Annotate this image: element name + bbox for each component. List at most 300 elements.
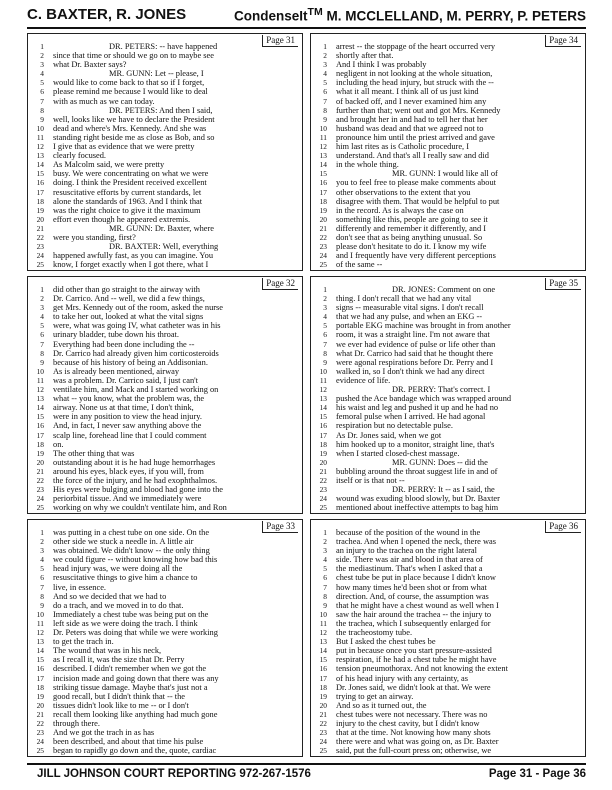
line-text: we could figure -- without knowing how bad this — [53, 555, 218, 565]
line-number: 5 — [40, 321, 44, 331]
transcript-line — [28, 367, 302, 376]
line-text: thing. I don't recall that we had any vital — [336, 294, 472, 304]
transcript-line — [28, 97, 302, 106]
line-number: 10 — [319, 609, 327, 619]
line-number: 23 — [36, 485, 44, 495]
line-text: chest tubes were not necessary. There was no — [336, 709, 488, 719]
line-text: that at the time. Not knowing how many shots — [336, 728, 491, 738]
line-number: 17 — [36, 187, 44, 197]
transcript-line — [311, 215, 585, 224]
transcript-line — [311, 412, 585, 421]
transcript-page-panel — [27, 276, 303, 514]
line-number: 7 — [40, 96, 44, 106]
transcript-line — [28, 169, 302, 178]
transcript-line — [311, 224, 585, 233]
line-number: 21 — [36, 466, 44, 476]
line-text: began to rapidly go down and the, quote, cardiac — [53, 746, 217, 756]
line-text: ventilate him, and Mack and I started working on — [53, 385, 219, 395]
page-number-label: Page 31 — [262, 35, 298, 47]
line-number: 13 — [36, 151, 44, 161]
line-text: airway. None us at that time, I don't think, — [53, 403, 194, 413]
line-text: live, in essence. — [53, 582, 107, 592]
line-text: bubbling around the throat suggest life in and of — [336, 466, 498, 476]
line-text: walked in, so I don't think we had any direct — [336, 366, 485, 376]
transcript-line — [28, 449, 302, 458]
line-text: was a problem. Dr. Carrico said, I just can't — [53, 375, 199, 385]
line-text: the tracheostomy tube. — [336, 628, 413, 638]
line-number: 20 — [36, 457, 44, 467]
line-text: scalp line, forehead line that I could comment — [53, 430, 207, 440]
line-number: 12 — [319, 142, 327, 152]
line-number: 2 — [323, 294, 327, 304]
line-number: 12 — [36, 628, 44, 638]
transcript-line — [311, 69, 585, 78]
line-text: happened awfully fast, as you can imagine. You — [53, 251, 214, 261]
transcript-line — [311, 376, 585, 385]
header-condenseit: CondenseIt — [234, 8, 308, 24]
line-number: 1 — [40, 528, 44, 537]
transcript-line — [28, 321, 302, 330]
transcript-line — [28, 737, 302, 746]
line-number: 17 — [319, 673, 327, 683]
line-number: 22 — [36, 718, 44, 728]
line-number: 14 — [319, 160, 327, 170]
transcript-line — [311, 403, 585, 412]
line-text: said, put the full-court press on; otherwise, we — [336, 746, 492, 756]
line-number: 12 — [319, 385, 327, 395]
line-text: in the record. As is always the case on — [336, 205, 464, 215]
transcript-line — [28, 421, 302, 430]
line-text: DR. JONES: Comment on one — [392, 285, 496, 294]
line-number: 3 — [323, 303, 327, 313]
transcript-line — [311, 321, 585, 330]
line-number: 2 — [40, 294, 44, 304]
line-number: 5 — [323, 321, 327, 331]
line-text: saw the hair around the trachea -- the injury to — [336, 609, 492, 619]
line-text: the trachea, which I subsequently enlarged for — [336, 618, 491, 628]
line-number: 4 — [40, 69, 44, 79]
transcript-line — [311, 169, 585, 178]
line-number: 14 — [319, 646, 327, 656]
line-number: 21 — [36, 709, 44, 719]
line-text: please remind me because I would like to deal — [53, 87, 208, 97]
line-text: His eyes were bulging and blood had gone into the — [53, 485, 224, 495]
page-footer — [27, 768, 586, 784]
line-text: Immediately a chest tube was being put on the — [53, 609, 209, 619]
line-text: itself or is that not -- — [336, 475, 405, 485]
transcript-line — [311, 115, 585, 124]
line-number: 18 — [36, 439, 44, 449]
line-number: 12 — [36, 385, 44, 395]
transcript-line — [28, 285, 302, 294]
page-number-label: Page 34 — [545, 35, 581, 47]
line-number: 21 — [319, 709, 327, 719]
transcript-line — [311, 233, 585, 242]
transcript-line — [311, 573, 585, 582]
line-text: as I recall it, was the size that Dr. Perry — [53, 655, 185, 665]
transcript-line — [311, 728, 585, 737]
line-number: 5 — [323, 564, 327, 574]
line-text: urinary bladder, tube down his throat. — [53, 330, 179, 340]
line-number: 22 — [319, 718, 327, 728]
line-text: do a trach, and we moved in to do that. — [53, 600, 184, 610]
line-number: 19 — [319, 691, 327, 701]
transcript-line — [311, 646, 585, 655]
page-number-label: Page 36 — [545, 521, 581, 533]
transcript-line — [28, 385, 302, 394]
transcript-line — [28, 601, 302, 610]
line-number: 23 — [319, 728, 327, 738]
line-number: 25 — [319, 746, 327, 756]
line-text: trachea. And when I opened the neck, there was — [336, 537, 496, 547]
transcript-line — [311, 655, 585, 664]
line-number: 16 — [319, 421, 327, 431]
line-number: 6 — [40, 87, 44, 97]
transcript-line — [28, 564, 302, 573]
line-number: 15 — [36, 412, 44, 422]
transcript-line — [311, 546, 585, 555]
line-text: further than that; went out and got Mrs. Kennedy — [336, 105, 501, 115]
transcript-line — [28, 188, 302, 197]
line-text: was obtained. We didn't know -- the only thing — [53, 546, 210, 556]
line-text: And we got the trach in as has — [53, 728, 155, 738]
line-number: 18 — [319, 196, 327, 206]
line-number: 6 — [323, 330, 327, 340]
line-text: incision made and going down that there was any — [53, 673, 219, 683]
transcript-line — [28, 78, 302, 87]
line-text: to get the trach in. — [53, 637, 114, 647]
transcript-line — [28, 151, 302, 160]
line-number: 7 — [40, 582, 44, 592]
line-number: 5 — [40, 78, 44, 88]
transcript-line — [28, 710, 302, 719]
line-text: because of the position of the wound in the — [336, 528, 481, 537]
transcript-line — [28, 312, 302, 321]
line-text: good recall, but I didn't think that -- the — [53, 691, 185, 701]
line-text: were in any position to view the head injury. — [53, 412, 203, 422]
line-text: And I think I was probably — [336, 60, 427, 70]
transcript-page-panel — [310, 519, 586, 757]
transcript-line — [311, 601, 585, 610]
transcript-line — [311, 206, 585, 215]
line-text: what Dr. Carrico had said that he thought there — [336, 348, 493, 358]
line-number: 19 — [319, 205, 327, 215]
transcript-line — [28, 528, 302, 537]
line-text: doing. I think the President received excellent — [53, 178, 207, 188]
transcript-line — [28, 251, 302, 260]
line-number: 9 — [323, 114, 327, 124]
page-number-label: Page 32 — [262, 278, 298, 290]
line-text: portable EKG machine was brought in from another — [336, 321, 511, 331]
line-text: DR. PERRY: It -- as I said, the — [392, 485, 495, 495]
line-number: 8 — [323, 105, 327, 115]
transcript-line — [311, 78, 585, 87]
transcript-line — [311, 133, 585, 142]
line-number: 25 — [36, 260, 44, 270]
line-text: negligent in not looking at the whole situation, — [336, 69, 493, 79]
line-number: 20 — [319, 214, 327, 224]
transcript-line — [28, 583, 302, 592]
line-number: 1 — [40, 42, 44, 51]
line-number: 9 — [40, 114, 44, 124]
line-number: 18 — [36, 196, 44, 206]
line-number: 14 — [36, 646, 44, 656]
line-number: 4 — [323, 555, 327, 565]
line-number: 22 — [319, 475, 327, 485]
line-number: 22 — [36, 475, 44, 485]
line-number: 1 — [323, 528, 327, 537]
transcript-line — [28, 69, 302, 78]
line-number: 6 — [40, 330, 44, 340]
transcript-page-panel — [310, 276, 586, 514]
line-number: 22 — [36, 232, 44, 242]
transcript-line — [28, 330, 302, 339]
line-text: MR. GUNN: Does -- did the — [392, 457, 488, 467]
line-text: chest tube be put in place because I didn't know — [336, 573, 496, 583]
footer-reporter: JILL JOHNSON COURT REPORTING 972-267-1576 — [37, 768, 311, 780]
transcript-line — [28, 51, 302, 60]
line-text: trying to get an airway. — [336, 691, 414, 701]
line-text: when I started closed-chest massage. — [336, 448, 460, 458]
transcript-line — [28, 242, 302, 251]
line-text: differently and remember it differently, and I — [336, 223, 487, 233]
transcript-line — [311, 592, 585, 601]
line-number: 10 — [319, 123, 327, 133]
transcript-line — [311, 710, 585, 719]
footer-rule — [27, 763, 586, 765]
line-text: As is already been mentioned, airway — [53, 366, 180, 376]
transcript-line — [28, 476, 302, 485]
line-text: you to feel free to please make comments about — [336, 178, 496, 188]
transcript-line — [311, 610, 585, 619]
transcript-line — [311, 197, 585, 206]
line-text: how many times he'd been shot or from what — [336, 582, 487, 592]
transcript-line — [311, 51, 585, 60]
line-text: there were and what was going on, as Dr. Baxter — [336, 737, 499, 747]
transcript-line — [28, 178, 302, 187]
transcript-line — [311, 737, 585, 746]
line-text: was the right choice to give it the maximum — [53, 205, 201, 215]
line-number: 20 — [319, 700, 327, 710]
transcript-line — [311, 583, 585, 592]
line-text: DR. PERRY: That's correct. I — [392, 385, 491, 395]
line-text: the force of the injury, and he had exophthalmos. — [53, 475, 218, 485]
transcript-line — [28, 692, 302, 701]
line-text: working on why we couldn't ventilate him, and Ron — [53, 503, 227, 513]
page-number-label: Page 33 — [262, 521, 298, 533]
line-number: 2 — [323, 51, 327, 61]
transcript-line — [311, 285, 585, 294]
line-text: MR. GUNN: Let -- please, I — [109, 69, 204, 79]
transcript-line — [28, 494, 302, 503]
transcript-line — [28, 440, 302, 449]
transcript-line — [311, 449, 585, 458]
transcript-line — [28, 106, 302, 115]
line-number: 4 — [323, 312, 327, 322]
line-number: 6 — [323, 87, 327, 97]
line-number: 23 — [36, 242, 44, 252]
line-text: MR. GUNN: Dr. Baxter, where — [109, 223, 215, 233]
line-number: 4 — [40, 312, 44, 322]
line-text: Dr. Jones said, we didn't look at that. We were — [336, 682, 491, 692]
transcript-line — [311, 303, 585, 312]
line-text: his waist and leg and pushed it up and he had no — [336, 403, 499, 413]
transcript-line — [28, 142, 302, 151]
transcript-line — [311, 467, 585, 476]
line-text: in the whole thing. — [336, 160, 399, 170]
line-number: 7 — [323, 96, 327, 106]
line-number: 15 — [319, 412, 327, 422]
transcript-line — [28, 610, 302, 619]
line-text: and brought her in and had to tell her that her — [336, 114, 488, 124]
line-number: 11 — [319, 618, 327, 628]
line-number: 6 — [323, 573, 327, 583]
line-text: Dr. Carrico. And -- well, we did a few things, — [53, 294, 205, 304]
line-number: 17 — [319, 430, 327, 440]
line-number: 13 — [319, 637, 327, 647]
line-text: And, in fact, I never saw anything above the — [53, 421, 202, 431]
line-text: that he might have a chest wound as well when I — [336, 600, 499, 610]
line-number: 8 — [40, 348, 44, 358]
transcript-line — [28, 573, 302, 582]
line-number: 24 — [319, 494, 327, 504]
line-number: 3 — [40, 60, 44, 70]
line-number: 3 — [323, 60, 327, 70]
footer-page-range: Page 31 - Page 36 — [488, 768, 586, 780]
transcript-page-panel — [310, 33, 586, 271]
line-number: 1 — [323, 285, 327, 294]
transcript-line — [311, 242, 585, 251]
line-text: respiration but no detectable pulse. — [336, 421, 453, 431]
line-number: 10 — [319, 366, 327, 376]
line-number: 3 — [40, 303, 44, 313]
transcript-line — [28, 458, 302, 467]
line-number: 17 — [36, 430, 44, 440]
line-number: 4 — [323, 69, 327, 79]
transcript-page-panel — [27, 33, 303, 271]
transcript-line — [311, 494, 585, 503]
line-text: direction. And, of course, the assumption was — [336, 591, 489, 601]
line-number: 25 — [319, 260, 327, 270]
line-number: 14 — [36, 160, 44, 170]
transcript-line — [28, 467, 302, 476]
line-text: other side we stuck a needle in. A little air — [53, 537, 194, 547]
transcript-line — [311, 367, 585, 376]
transcript-page-panel — [27, 519, 303, 757]
line-text: I give that as evidence that we were pretty — [53, 142, 195, 152]
transcript-line — [28, 376, 302, 385]
line-number: 16 — [319, 664, 327, 674]
line-number: 12 — [36, 142, 44, 152]
transcript-line — [311, 719, 585, 728]
line-text: striking tissue damage. Maybe that's just not a — [53, 682, 208, 692]
line-text: of the same -- — [336, 260, 383, 270]
line-text: through there. — [53, 718, 100, 728]
line-number: 24 — [36, 251, 44, 261]
line-text: don't see that as being anything unusual. So — [336, 232, 483, 242]
line-number: 9 — [40, 357, 44, 367]
line-text: And so we decided that we had to — [53, 591, 167, 601]
page-header — [27, 6, 586, 26]
transcript-line — [311, 151, 585, 160]
header-right-names — [234, 6, 586, 24]
transcript-line — [311, 503, 585, 512]
transcript-line — [28, 701, 302, 710]
line-number: 23 — [319, 485, 327, 495]
line-number: 11 — [319, 132, 327, 142]
transcript-line — [28, 215, 302, 224]
line-text: signs -- measurable vital signs. I don't recall — [336, 303, 484, 313]
line-number: 1 — [40, 285, 44, 294]
line-text: shortly after that. — [336, 51, 394, 61]
transcript-line — [28, 42, 302, 51]
line-text: outstanding about it is he had huge hemorrhages — [53, 457, 216, 467]
transcript-line — [28, 294, 302, 303]
transcript-line — [311, 537, 585, 546]
transcript-line — [28, 133, 302, 142]
line-text: did other than go straight to the airway with — [53, 285, 200, 294]
transcript-lines — [311, 528, 585, 755]
line-number: 11 — [36, 375, 44, 385]
header-left-names: C. BAXTER, R. JONES — [27, 6, 187, 23]
transcript-line — [28, 637, 302, 646]
transcript-line — [311, 294, 585, 303]
line-number: 15 — [319, 169, 327, 179]
line-text: tissues didn't look like to me -- or I don't — [53, 700, 189, 710]
transcript-line — [311, 564, 585, 573]
transcript-line — [28, 206, 302, 215]
transcript-line — [311, 160, 585, 169]
transcript-line — [28, 646, 302, 655]
transcript-line — [28, 555, 302, 564]
transcript-line — [311, 178, 585, 187]
transcript-line — [311, 628, 585, 637]
line-number: 10 — [36, 609, 44, 619]
transcript-line — [311, 664, 585, 673]
line-text: The wound that was in his neck, — [53, 646, 162, 656]
transcript-line — [311, 330, 585, 339]
line-number: 8 — [323, 591, 327, 601]
line-text: As Dr. Jones said, when we got — [336, 430, 442, 440]
transcript-line — [311, 312, 585, 321]
transcript-line — [311, 142, 585, 151]
line-number: 9 — [323, 357, 327, 367]
transcript-line — [311, 340, 585, 349]
transcript-line — [28, 546, 302, 555]
line-text: evidence of life. — [336, 375, 391, 385]
line-number: 9 — [40, 600, 44, 610]
transcript-line — [28, 87, 302, 96]
transcript-line — [28, 537, 302, 546]
line-number: 20 — [36, 700, 44, 710]
line-text: since that time or should we go on to maybe see — [53, 51, 214, 61]
transcript-line — [311, 349, 585, 358]
line-text: DR. BAXTER: Well, everything — [109, 242, 219, 252]
line-text: that we had any pulse, and when an EKG -- — [336, 312, 483, 322]
line-number: 10 — [36, 123, 44, 133]
transcript-line — [28, 728, 302, 737]
line-text: understand. And that's all I really saw and did — [336, 151, 489, 161]
transcript-line — [311, 87, 585, 96]
line-text: Dr. Carrico had already given him corticosteroids — [53, 348, 219, 358]
line-number: 18 — [319, 682, 327, 692]
line-number: 24 — [36, 737, 44, 747]
line-text: periorbital tissue. And we immediately were — [53, 494, 202, 504]
line-number: 7 — [40, 339, 44, 349]
transcript-line — [28, 664, 302, 673]
line-number: 10 — [36, 366, 44, 376]
line-number: 25 — [36, 503, 44, 513]
